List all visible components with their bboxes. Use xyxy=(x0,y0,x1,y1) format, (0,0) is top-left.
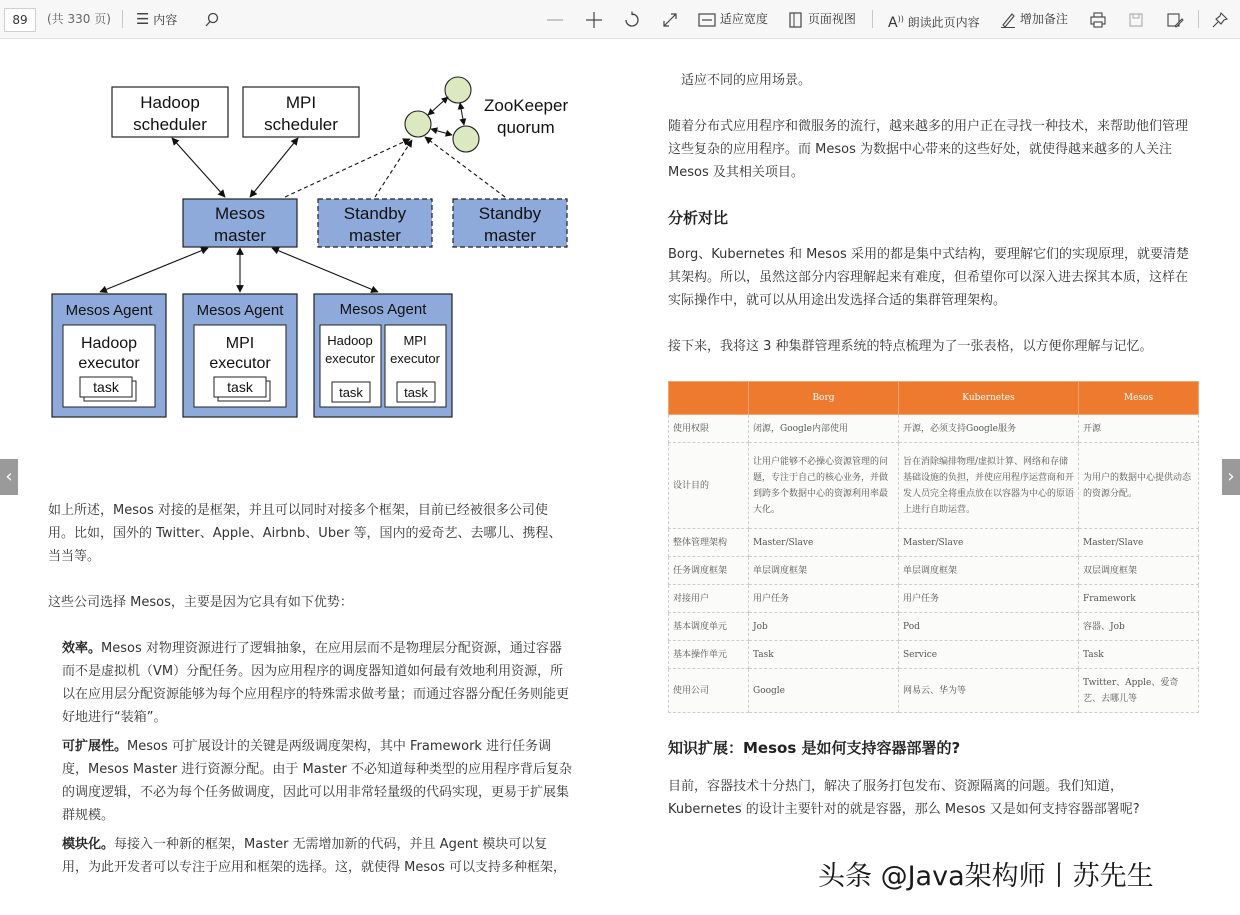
table-header-cell: Kubernetes xyxy=(899,382,1079,415)
minus-icon xyxy=(546,12,564,28)
advantage-scalability: 可扩展性。Mesos 可扩展设计的关键是两级调度架构，其中 Framework 进行任务调 度，Mesos Master 进行资源分配。由于 Master 不必知道每种类型的应用程序背后复杂 的调度逻辑，不必为每个任务做调度，因此可以用非常轻量级的代码实现，更易于扩展集 群规模。 xyxy=(62,739,573,823)
table-cell: Task xyxy=(749,641,899,669)
table-row xyxy=(669,585,1199,613)
fit-width-button[interactable] xyxy=(698,0,768,38)
table-cell: 单层调度框架 xyxy=(749,557,899,585)
table-header-cell: Borg xyxy=(749,382,899,415)
search-button[interactable] xyxy=(204,0,220,38)
zookeeper-node xyxy=(445,77,471,103)
executor-label: executor xyxy=(325,351,375,366)
zookeeper-label: quorum xyxy=(497,118,555,137)
plus-icon xyxy=(585,11,603,29)
executor-label: Hadoop xyxy=(327,333,373,348)
standby-master-label: master xyxy=(484,226,536,245)
zoom-in-button[interactable] xyxy=(585,0,603,38)
save-as-button[interactable] xyxy=(1166,0,1184,38)
table-cell: 单层调度框架 xyxy=(899,557,1079,585)
divider xyxy=(122,10,123,28)
table-cell: Task xyxy=(1079,641,1199,669)
mpi-scheduler-label: MPI xyxy=(285,93,317,112)
table-cell: 旨在消除编排物理/虚拟计算、网络和存储基础设施的负担，并使应用程序运营商和开发人员完全将重点放在以容器为中心的原语上进行自助运营。 xyxy=(899,443,1079,529)
read-aloud-icon: A)) xyxy=(888,14,904,31)
section-heading: 知识扩展：Mesos 是如何支持容器部署的? xyxy=(668,739,961,757)
search-icon xyxy=(204,12,220,28)
section-heading: 分析对比 xyxy=(668,209,729,227)
mesos-master-label: Mesos xyxy=(214,204,266,223)
paragraph: 随着分布式应用程序和微服务的流行，越来越多的用户正在寻找一种技术，来帮助他们管理 这些复杂的应用程序。而 Mesos 为数据中心带来的这些好处，就使得越来越多的人关注 Mesos 及其相关项目。 xyxy=(668,119,1189,180)
table-cell: Service xyxy=(899,641,1079,669)
zookeeper-label: ZooKeeper xyxy=(484,96,569,115)
task-label: task xyxy=(339,385,363,400)
expand-icon xyxy=(662,12,678,28)
zookeeper-node xyxy=(453,126,479,152)
divider xyxy=(872,10,873,28)
rotate-icon xyxy=(623,11,641,29)
zookeeper-node xyxy=(405,111,431,137)
table-cell: Master/Slave xyxy=(749,529,899,557)
table-cell: 让用户能够不必操心资源管理的问题，专注于自己的核心业务，并做到跨多个数据中心的资源利用率最大化。 xyxy=(749,443,899,529)
row-label-cell: 基本调度单元 xyxy=(669,613,749,641)
print-icon xyxy=(1089,12,1107,28)
mesos-master-label: master xyxy=(214,226,266,245)
document-area xyxy=(0,39,1240,915)
add-note-button[interactable] xyxy=(1000,0,1068,38)
paragraph: 目前，容器技术十分热门，解决了服务打包发布、资源隔离的问题。我们知道， Kubernetes 的设计主要针对的就是容器，那么 Mesos 又是如何支持容器部署呢? xyxy=(668,779,1140,817)
table-cell: Master/Slave xyxy=(1079,529,1199,557)
page-view-icon xyxy=(788,12,804,28)
advantage-efficiency: 效率。Mesos 对物理资源进行了逻辑抽象，在应用层而不是物理层分配资源，通过容器 而不是虚拟机（VM）分配任务。因为应用程序的调度器知道如何最有效地利用资源，所 以在应用层分配资源能够为每个应用程序的特殊需求做考量；而通过容器分配任务则能更 好地进行“装箱”。 xyxy=(62,641,570,725)
table-cell: Twitter、Apple、爱奇艺、去哪儿等 xyxy=(1079,669,1199,713)
executor-label: executor xyxy=(209,355,271,372)
row-label-cell: 对接用户 xyxy=(669,585,749,613)
table-cell: Job xyxy=(749,613,899,641)
paragraph: 这些公司选择 Mesos，主要是因为它具有如下优势： xyxy=(48,595,353,610)
right-page xyxy=(620,39,1240,915)
table-cell: 双层调度框架 xyxy=(1079,557,1199,585)
table-row xyxy=(669,443,1199,529)
add-note-label: 增加备注 xyxy=(1019,12,1068,26)
standby-master-label: Standby xyxy=(478,204,542,223)
paragraph: 适应不同的应用场景。 xyxy=(681,73,812,88)
mpi-scheduler-label: scheduler xyxy=(264,115,338,134)
print-button[interactable] xyxy=(1089,0,1107,38)
total-pages: (共 330 页) xyxy=(47,12,111,26)
pin-button[interactable] xyxy=(1212,0,1228,38)
fit-width-label: 适应宽度 xyxy=(719,12,768,26)
paragraph: Borg、Kubernetes 和 Mesos 采用的都是集中式结构，要理解它们的实现原理，就要清楚 其架构。所以，虽然这部分内容理解起来有难度，但希望你可以深入进去探其本质，这样在 实际操作中，就可以从用途出发选择合适的集群管理架构。 xyxy=(668,247,1189,308)
row-label-cell: 任务调度框架 xyxy=(669,557,749,585)
task-label: task xyxy=(404,385,428,400)
read-aloud-label: 朗读此页内容 xyxy=(907,15,980,30)
table-cell: 容器、Job xyxy=(1079,613,1199,641)
table-cell: 开源，必须支持Google服务 xyxy=(899,415,1079,443)
agent-label: Mesos Agent xyxy=(339,301,427,318)
pen-icon xyxy=(1000,12,1016,28)
fullscreen-button[interactable] xyxy=(662,0,678,38)
executor-label: MPI xyxy=(225,335,255,352)
table-cell: 用户任务 xyxy=(749,585,899,613)
read-aloud-button[interactable] xyxy=(888,0,980,38)
reader-toolbar xyxy=(0,0,1240,39)
list-icon: ☰ xyxy=(136,10,150,28)
row-label-cell: 整体管理架构 xyxy=(669,529,749,557)
save-icon xyxy=(1128,12,1144,28)
table-row xyxy=(669,557,1199,585)
table-body xyxy=(669,415,1199,713)
table-header-cell: Mesos xyxy=(1079,382,1199,415)
task-label: task xyxy=(93,379,119,395)
row-label-cell: 使用公司 xyxy=(669,669,749,713)
table-cell: 用户任务 xyxy=(899,585,1079,613)
table-cell: 闭源，Google内部使用 xyxy=(749,415,899,443)
contents-button[interactable] xyxy=(136,0,177,38)
table-cell: Framework xyxy=(1079,585,1199,613)
table-row xyxy=(669,641,1199,669)
save-as-icon xyxy=(1166,12,1184,28)
advantage-modularity: 模块化。每接入一种新的框架，Master 无需增加新的代码，并且 Agent 模块可以复 用，为此开发者可以专注于应用和框架的选择。这，就使得 Mesos 可以支持多种框架， xyxy=(62,837,566,875)
paragraph: 接下来，我将这 3 种集群管理系统的特点梳理为了一张表格，以方便你理解与记忆。 xyxy=(668,339,1153,354)
page-view-label: 页面视图 xyxy=(807,12,856,26)
row-label-cell: 基本操作单元 xyxy=(669,641,749,669)
watermark: 头条 @Java架构师丨苏先生 xyxy=(818,861,1154,892)
executor-label: executor xyxy=(78,355,140,372)
executor-label: Hadoop xyxy=(80,335,138,352)
table-header-cell xyxy=(669,382,749,415)
hadoop-scheduler-label: scheduler xyxy=(133,115,207,134)
table-cell: Master/Slave xyxy=(899,529,1079,557)
table-row xyxy=(669,529,1199,557)
table-row xyxy=(669,415,1199,443)
table-header-row xyxy=(669,382,1199,415)
agent-label: Mesos Agent xyxy=(196,302,284,319)
table-row xyxy=(669,613,1199,641)
table-cell: 网易云、华为等 xyxy=(899,669,1079,713)
left-page xyxy=(0,39,620,915)
hadoop-scheduler-label: Hadoop xyxy=(140,93,200,112)
prev-page-button[interactable]: ‹ xyxy=(0,459,18,495)
table-cell: 为用户的数据中心提供动态的资源分配。 xyxy=(1079,443,1199,529)
next-page-button[interactable]: › xyxy=(1222,459,1240,495)
save-button[interactable] xyxy=(1128,0,1144,38)
table-cell: 开源 xyxy=(1079,415,1199,443)
page-view-button[interactable] xyxy=(788,0,856,38)
table-row xyxy=(669,669,1199,713)
mesos-architecture-diagram xyxy=(0,39,620,439)
paragraph: 如上所述，Mesos 对接的是框架，并且可以同时对接多个框架，目前已经被很多公司使 用。比如，国外的 Twitter、Apple、Airbnb、Uber 等，国内的爱奇艺、去哪儿、携程、 当当等。 xyxy=(48,503,562,564)
executor-label: MPI xyxy=(403,333,427,348)
standby-master-label: master xyxy=(349,226,401,245)
table-cell: Google xyxy=(749,669,899,713)
page-number-input[interactable]: 89 xyxy=(4,8,36,32)
rotate-button[interactable] xyxy=(623,0,641,38)
agent-label: Mesos Agent xyxy=(65,302,153,319)
standby-master-label: Standby xyxy=(343,204,407,223)
contents-label: 内容 xyxy=(153,13,178,27)
comparison-table xyxy=(668,381,1199,713)
fit-width-icon xyxy=(698,13,716,27)
row-label-cell: 设计目的 xyxy=(669,443,749,529)
pin-icon xyxy=(1212,12,1228,28)
divider xyxy=(1198,10,1199,28)
executor-label: executor xyxy=(390,351,440,366)
row-label-cell: 使用权限 xyxy=(669,415,749,443)
table-cell: Pod xyxy=(899,613,1079,641)
zoom-out-button[interactable] xyxy=(546,0,564,38)
task-label: task xyxy=(227,379,253,395)
